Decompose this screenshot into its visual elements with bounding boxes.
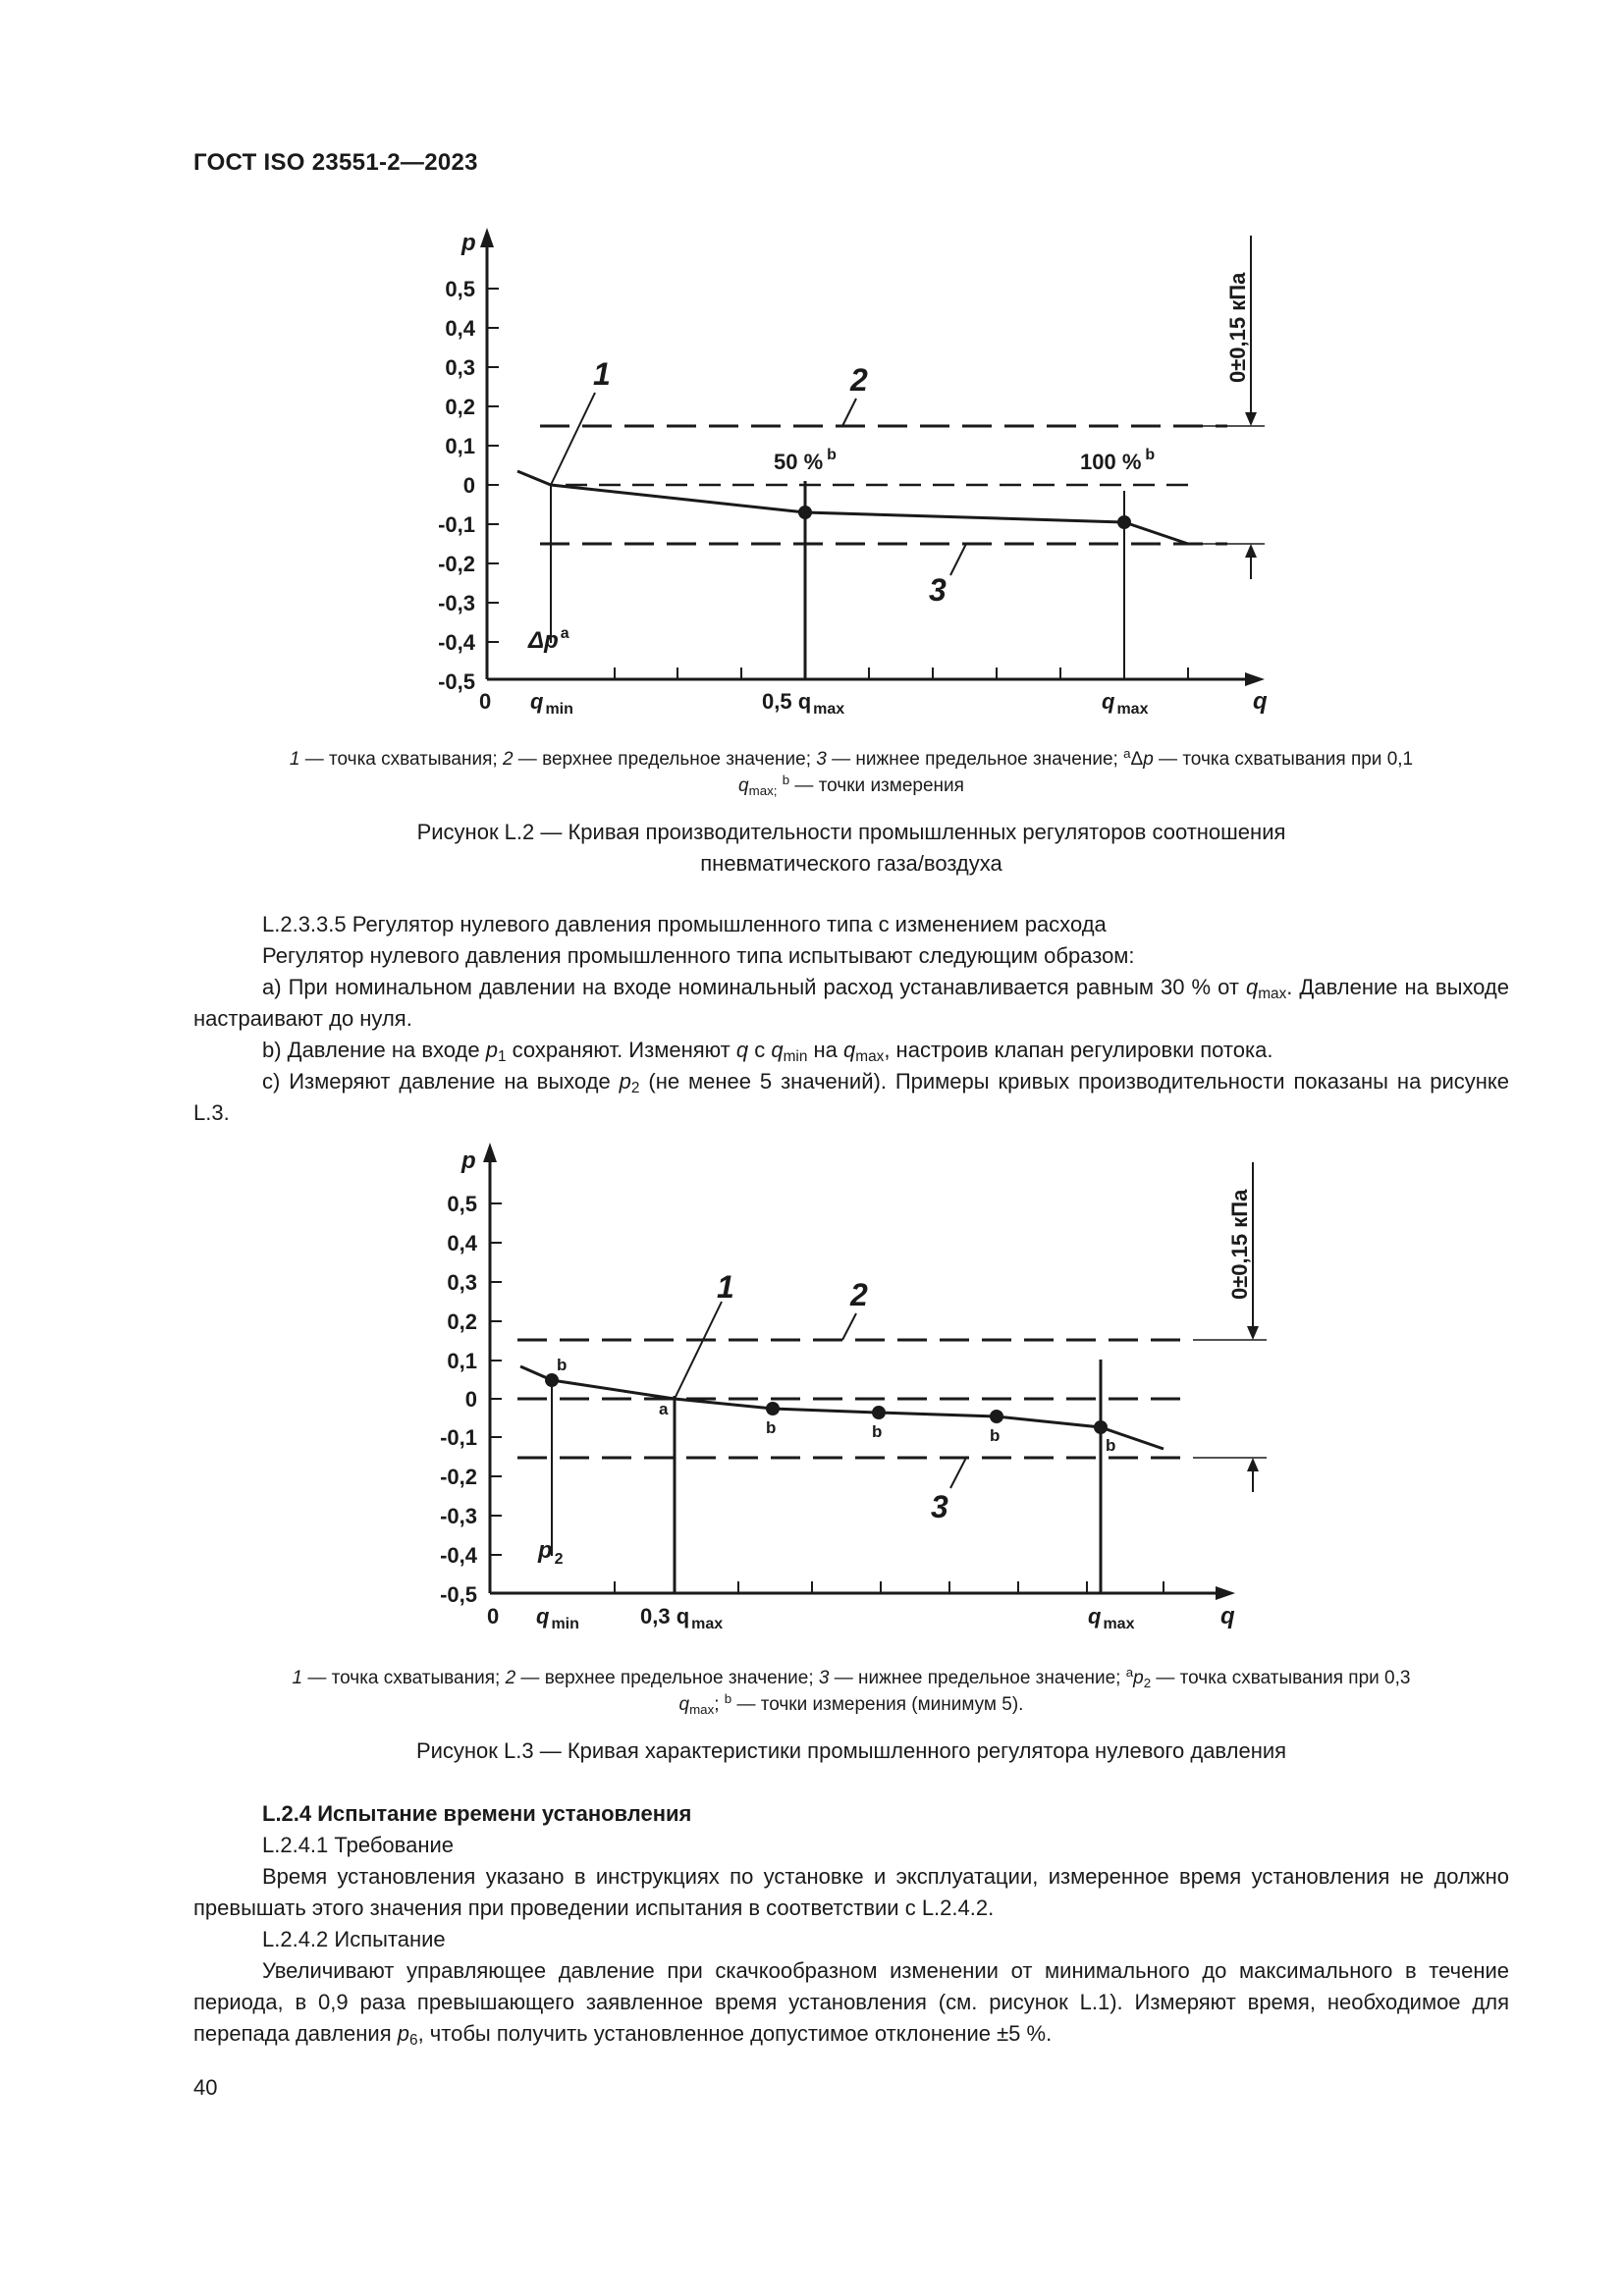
- section-l2335-title: L.2.3.3.5 Регулятор нулевого давления промышленного типа с изменением расхода: [262, 912, 1107, 936]
- svg-text:0,1: 0,1: [445, 434, 475, 458]
- l2-marker-1: 1: [593, 356, 611, 392]
- figure-l2: [0, 0, 1624, 746]
- l2-point-50: [798, 506, 812, 519]
- svg-text:-0,5: -0,5: [438, 669, 475, 694]
- svg-text:0,2: 0,2: [445, 395, 475, 419]
- figure-l3: [0, 1139, 1624, 1669]
- item-a: a) При номинальном давлении на входе номинальный расход устанавливается равным 30 % от $q_{max}$. Давление на выходе настраивают до нуля.: [193, 975, 1509, 1031]
- l3-marker-3: 3: [931, 1489, 948, 1524]
- figure-l2-legend: 1 — точка схватывания; 2 — верхнее предельное значение; 3 — нижнее предельное значение; $^a$Δp — точка схватывания при 0,1 $q_{max;}$ $^b$ — точки измерения: [289, 746, 1414, 798]
- figure-l3-chart: [0, 1139, 1624, 1669]
- svg-text:0,3: 0,3: [445, 355, 475, 380]
- l3-marker-2: 2: [850, 1277, 868, 1312]
- l3-y-tick-labels: [440, 1192, 478, 1607]
- svg-text:b: b: [766, 1418, 777, 1437]
- l3-marker-1: 1: [717, 1269, 734, 1305]
- l3-y-axis-label: p: [461, 1148, 476, 1174]
- svg-text:-0,1: -0,1: [438, 512, 475, 537]
- section-l241-title: L.2.4.1 Требование: [262, 1833, 455, 1857]
- section-l242-text: Увеличивают управляющее давление при скачкообразном изменении от минимального до максимального в течение периода, в 0,9 раза превышающего заявленное время установления (см. рисунок L.1). Измеряют время, необходимое для перепада давления $p_6$, чтобы получить установленное допустимое отклонение ±5 %.: [193, 1958, 1509, 2049]
- l2-y-tick-labels: [438, 277, 476, 694]
- page-number: 40: [193, 2075, 218, 2100]
- svg-text:0,2: 0,2: [447, 1309, 477, 1334]
- l2-x-axis-label: q: [1253, 688, 1268, 715]
- svg-text:0,3: 0,3: [447, 1270, 477, 1295]
- l3-x-origin: 0: [487, 1604, 500, 1629]
- l3-measurement-points: [545, 1373, 1108, 1434]
- l2-band-label: 0±0,15 кПа: [1225, 272, 1250, 383]
- svg-text:0,5: 0,5: [445, 277, 475, 301]
- svg-text:-0,4: -0,4: [440, 1543, 477, 1568]
- section-l24-heading: L.2.4 Испытание времени установления: [262, 1801, 692, 1826]
- svg-text:b: b: [990, 1426, 1001, 1445]
- svg-text:-0,1: -0,1: [440, 1425, 477, 1450]
- section-l2335-intro: Регулятор нулевого давления промышленного типа испытывают следующим образом:: [262, 943, 1135, 968]
- figure-l2-caption: Рисунок L.2 — Кривая производительности промышленных регуляторов соотношения пневматического газа/воздуха: [416, 820, 1286, 876]
- l3-x-qmin: q $_{min}$: [536, 1604, 579, 1632]
- svg-text:b: b: [872, 1422, 883, 1441]
- svg-text:b: b: [1106, 1436, 1116, 1455]
- svg-text:-0,2: -0,2: [440, 1465, 477, 1489]
- svg-text:a: a: [659, 1400, 669, 1418]
- svg-text:b: b: [557, 1356, 568, 1374]
- l2-x-origin: 0: [479, 689, 492, 714]
- item-b: b) Давление на входе $p_1$ сохраняют. Изменяют q с $q_{min}$ на $q_{max}$, настроив клапан регулировки потока.: [262, 1038, 1273, 1065]
- item-c: c) Измеряют давление на выходе $p_2$ (не менее 5 значений). Примеры кривых производительности показаны на рисунке L.3.: [193, 1069, 1510, 1125]
- figure-l3-caption: Рисунок L.3 — Кривая характеристики промышленного регулятора нулевого давления: [415, 1738, 1287, 1763]
- l3-label-p2: p $_2$: [538, 1537, 564, 1568]
- l2-x-half: 0,5 q $_{max}$: [762, 689, 845, 718]
- svg-text:-0,4: -0,4: [438, 630, 475, 655]
- l2-y-axis-label: p: [461, 230, 476, 256]
- svg-text:0: 0: [462, 473, 475, 498]
- l3-band-label: 0±0,15 кПа: [1227, 1189, 1252, 1300]
- l2-y-axis-arrow: [480, 228, 494, 247]
- svg-text:-0,3: -0,3: [438, 591, 475, 615]
- l2-x-axis-arrow: [1245, 672, 1265, 686]
- l2-label-dp: Δp $^a$: [528, 625, 569, 654]
- l2-x-qmin: q $_{min}$: [530, 689, 573, 718]
- figure-l3-legend: 1 — точка схватывания; 2 — верхнее предельное значение; 3 — нижнее предельное значение; $^ap_2$ — точка схватывания при 0,3 $q_{max}$; $^b$ — точки измерения (минимум 5).: [292, 1665, 1411, 1717]
- l2-performance-curve: [517, 471, 1188, 544]
- svg-text:-0,5: -0,5: [440, 1582, 477, 1607]
- svg-text:0: 0: [464, 1387, 477, 1412]
- l2-y-ticks: [487, 289, 499, 642]
- l2-x-qmax: q $_{max}$: [1102, 689, 1149, 718]
- l2-marker-3: 3: [929, 572, 947, 608]
- figure-l2-chart: [0, 0, 1624, 746]
- l3-y-ticks: [490, 1203, 502, 1555]
- svg-text:0,4: 0,4: [447, 1231, 477, 1255]
- svg-text:0,5: 0,5: [447, 1192, 477, 1216]
- l2-point-100: [1117, 515, 1131, 529]
- l2-label-50: 50 % $^b$: [774, 447, 837, 474]
- svg-text:0,4: 0,4: [445, 316, 475, 341]
- section-l241-text: Время установления указано в инструкциях по установке и эксплуатации, измеренное время установления не должно превышать этого значения при проведении испытания в соответствии с L.2.4.2.: [193, 1864, 1509, 1920]
- svg-text:0,1: 0,1: [447, 1349, 477, 1373]
- svg-text:-0,2: -0,2: [438, 552, 475, 576]
- document-header: ГОСТ ISO 23551-2—2023: [193, 149, 478, 176]
- l2-x-ticks: [615, 667, 1188, 679]
- l3-performance-curve: [520, 1366, 1164, 1449]
- l2-marker-2: 2: [850, 362, 868, 398]
- l3-x-ticks: [615, 1581, 1164, 1593]
- l2-label-100: 100 % $^b$: [1080, 447, 1156, 474]
- svg-text:-0,3: -0,3: [440, 1504, 477, 1528]
- l3-x-03: 0,3 q $_{max}$: [640, 1604, 724, 1632]
- section-l242-title: L.2.4.2 Испытание: [262, 1927, 446, 1951]
- l3-point-labels: [557, 1356, 1115, 1455]
- l3-x-qmax: q $_{max}$: [1088, 1604, 1135, 1632]
- l3-x-axis-label: q: [1220, 1603, 1235, 1629]
